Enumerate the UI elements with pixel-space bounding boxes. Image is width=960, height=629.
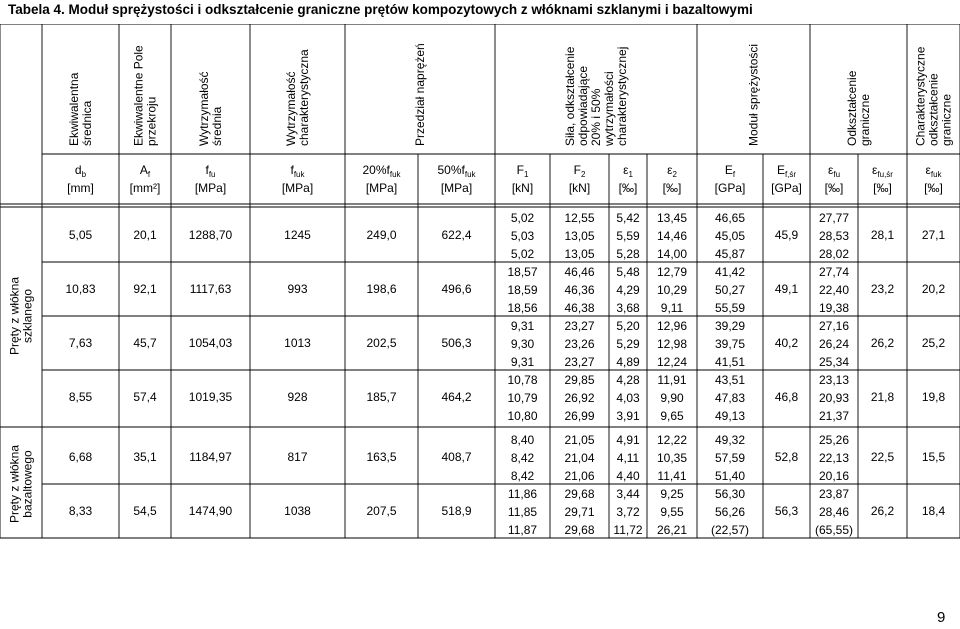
cell-test-value: 13,45 [656,211,688,225]
cell-af: 35,1 [133,450,157,464]
cell-af: 57,4 [133,390,157,404]
cell-test-value: 50,27 [714,283,746,297]
cell-test-value: 25,26 [818,433,850,447]
cell-test-value: 8,42 [510,451,535,465]
column-header: przekroju [144,96,159,146]
column-unit: [‰] [662,181,682,195]
column-header: średnica [80,100,94,146]
column-unit: [‰] [618,181,638,195]
cell-test-value: 4,03 [616,391,640,405]
symbol-subscript: fuk [464,170,476,179]
cell-db: 10,83 [65,282,96,296]
symbol-main: 20%f [362,163,390,177]
group-label: szklanego [20,288,35,344]
cell-test-value: 9,25 [660,487,684,501]
cell-efuk: 18,4 [921,504,946,518]
symbol-subscript: fuk [930,170,942,179]
cell-test-value: 23,87 [818,487,850,501]
symbol-subscript: fu [208,170,216,179]
cell-test-value: 29,68 [564,487,595,501]
cell-p50: 496,6 [441,282,472,296]
symbol-main: ε [925,163,931,177]
column-unit: [‰] [873,181,892,195]
cell-test-value: 11,85 [507,505,538,519]
column-symbol [517,163,529,179]
cell-db: 8,55 [68,390,93,404]
cell-p50: 408,7 [441,450,472,464]
column-header: Wytrzymałość [284,71,298,146]
column-header: średnia [210,106,224,146]
symbol-main: ε [827,163,834,177]
column-header: Wytrzymałość [197,71,211,146]
symbol-main: 50%f [437,163,465,177]
column-symbol [828,163,840,179]
cell-test-value: 9,90 [660,391,684,405]
symbol-main: E [776,163,785,177]
cell-test-value: 21,37 [818,409,850,423]
column-header: Odkształcenie [845,70,859,146]
cell-ffuk: 1245 [284,228,311,242]
cell-test-value: 12,24 [656,355,688,369]
cell-db: 8,33 [68,504,93,518]
cell-efuk: 15,5 [921,450,946,464]
cell-test-value: 10,79 [507,391,538,405]
cell-test-value: 22,13 [818,451,850,465]
cell-ffu: 1019,35 [188,390,233,404]
column-header: graniczne [858,93,872,146]
column-unit: [‰] [824,181,844,195]
cell-test-value: 9,11 [660,301,684,315]
cell-p50: 506,3 [441,336,472,350]
column-symbol [205,163,215,179]
cell-p20: 249,0 [366,228,397,242]
cell-test-value: 9,31 [510,355,535,369]
column-header: Moduł sprężystości [746,43,761,146]
column-symbol [290,163,305,179]
cell-efsr: 49,1 [774,282,799,296]
symbol-main: f [205,163,209,177]
symbol-main: ε [667,163,673,177]
cell-test-value: 4,29 [616,283,640,297]
column-header: Ekwiwalentne Pole [131,45,146,146]
cell-test-value: 4,11 [616,451,640,465]
column-symbol [437,163,476,179]
cell-test-value: 5,59 [616,229,640,243]
cell-p20: 202,5 [366,336,397,350]
cell-test-value: 4,40 [616,469,640,483]
cell-test-value: 3,72 [616,505,640,519]
column-symbol [925,163,942,179]
cell-db: 6,68 [68,450,93,464]
cell-db: 5,05 [68,228,93,242]
cell-efuk: 27,1 [921,228,946,242]
cell-test-value: 27,77 [818,211,850,225]
column-header: charakterystycznej [615,46,629,146]
symbol-subscript: f [147,170,151,179]
cell-test-value: 23,13 [818,373,850,387]
cell-test-value: 11,87 [507,523,538,537]
column-unit: [kN] [568,181,591,195]
cell-af: 92,1 [133,282,157,296]
cell-af: 45,7 [133,336,157,350]
cell-ffu: 1184,97 [189,450,232,464]
cell-test-value: 56,26 [714,505,746,519]
cell-test-value: 29,68 [564,523,595,537]
cell-test-value: 23,27 [564,319,595,333]
cell-test-value: 41,42 [714,265,746,279]
column-symbol [140,163,151,179]
cell-test-value: 5,29 [616,337,640,351]
cell-test-value: 29,71 [564,505,595,519]
symbol-subscript: fu [833,170,841,179]
cell-af: 20,1 [133,228,157,242]
cell-test-value: 5,20 [616,319,640,333]
cell-ffuk: 817 [287,450,308,464]
symbol-subscript: 1 [523,170,529,179]
cell-test-value: 9,65 [660,409,684,423]
cell-test-value: 5,03 [510,229,535,243]
group-label: Pręty z włókna [7,444,22,524]
cell-efusr: 21,8 [870,390,895,404]
column-header: charakterystyczna [297,49,311,146]
symbol-subscript: f,śr [784,170,797,179]
cell-p20: 163,5 [366,450,397,464]
cell-p50: 622,4 [441,228,472,242]
cell-test-value: 46,36 [564,283,595,297]
cell-test-value: 20,16 [818,469,850,483]
cell-test-value: 26,99 [564,409,595,423]
cell-test-value: 49,32 [714,433,746,447]
cell-test-value: 11,72 [613,523,643,537]
symbol-main: A [139,163,148,177]
column-header: Przedział naprężeń [413,43,427,146]
cell-test-value: 18,56 [507,301,538,315]
cell-test-value: 12,55 [564,211,595,225]
column-header: 20% i 50% [589,88,603,146]
symbol-main: F [516,163,524,177]
cell-test-value: 5,48 [616,265,640,279]
symbol-subscript: fu,śr [877,170,893,179]
cell-test-value: 46,38 [564,301,595,315]
cell-test-value: 11,41 [657,469,687,483]
group-label: bazaltowego [20,450,35,518]
cell-test-value: 22,40 [818,283,850,297]
column-symbol [725,163,736,179]
cell-test-value: 28,46 [818,505,850,519]
cell-test-value: 12,22 [656,433,688,447]
cell-efuk: 25,2 [921,336,946,350]
symbol-main: ε [872,163,878,177]
cell-test-value: 19,38 [818,301,850,315]
cell-ffuk: 993 [287,282,308,296]
cell-test-value: 12,96 [656,319,688,333]
cell-ffu: 1054,03 [188,336,233,350]
cell-test-value: 45,87 [714,247,746,261]
symbol-main: f [290,163,294,177]
cell-efsr: 56,3 [774,504,799,518]
cell-test-value: (65,55) [814,523,854,537]
column-unit: [kN] [511,181,534,195]
cell-af: 54,5 [133,504,157,518]
cell-test-value: 12,79 [656,265,688,279]
cell-test-value: 55,59 [714,301,746,315]
column-header: graniczne [939,93,954,146]
symbol-subscript: 1 [628,170,633,179]
column-unit: [‰] [924,181,943,195]
column-unit: [GPa] [714,181,746,195]
column-symbol [75,163,87,179]
cell-test-value: 26,92 [564,391,595,405]
symbol-main: d [74,163,82,177]
column-symbol [623,163,633,179]
cell-test-value: 9,31 [510,319,535,333]
column-symbol [872,163,893,179]
cell-test-value: 21,04 [564,451,595,465]
cell-test-value: 57,59 [714,451,746,465]
cell-test-value: 10,35 [656,451,688,465]
column-unit: [mm²] [129,181,161,195]
cell-p20: 198,6 [366,282,397,296]
column-unit: [MPa] [281,181,314,195]
cell-efusr: 23,2 [870,282,895,296]
cell-test-value: 10,78 [507,373,538,387]
column-unit: [MPa] [440,181,473,195]
cell-test-value: 5,28 [616,247,640,261]
cell-test-value: 41,51 [714,355,746,369]
cell-test-value: 14,46 [656,229,688,243]
cell-efusr: 26,2 [870,504,895,518]
column-symbol [667,163,677,179]
cell-test-value: 4,89 [616,355,640,369]
cell-efusr: 22,5 [870,450,895,464]
cell-p20: 185,7 [366,390,397,404]
page-number: 9 [937,609,946,626]
cell-test-value: 9,55 [660,505,684,519]
symbol-main: E [724,163,733,177]
column-header: odkształcenie [926,73,941,146]
group-label: Pręty z włókna [7,276,22,356]
cell-p50: 464,2 [441,390,472,404]
symbol-subscript: fuk [293,170,305,179]
cell-test-value: 21,06 [564,469,595,483]
cell-efsr: 46,8 [774,390,799,404]
cell-ffuk: 1013 [284,336,311,350]
cell-test-value: 10,80 [507,409,538,423]
cell-test-value: 56,30 [714,487,746,501]
column-header: Siła, odkształcenie [563,46,577,146]
symbol-main: F [573,163,581,177]
symbol-subscript: 2 [672,170,677,179]
cell-test-value: 29,85 [564,373,595,387]
cell-test-value: (22,57) [710,523,750,537]
column-header: Ekwiwalentna [67,72,81,146]
cell-test-value: 49,13 [714,409,746,423]
cell-test-value: 46,65 [714,211,746,225]
cell-test-value: 21,05 [564,433,595,447]
column-symbol [574,163,586,179]
cell-test-value: 3,91 [616,409,640,423]
symbol-main: ε [623,163,629,177]
cell-efsr: 52,8 [774,450,799,464]
cell-test-value: 18,59 [507,283,538,297]
cell-ffuk: 928 [287,390,308,404]
cell-efusr: 28,1 [870,228,895,242]
cell-test-value: 27,16 [818,319,850,333]
cell-test-value: 26,21 [656,523,688,537]
column-header: odpowiadające [576,65,590,146]
cell-db: 7,63 [68,336,93,350]
column-unit: [MPa] [365,181,398,195]
cell-efusr: 26,2 [870,336,895,350]
cell-test-value: 13,05 [564,229,595,243]
cell-ffu: 1474,90 [188,504,233,518]
cell-test-value: 28,02 [818,247,850,261]
cell-test-value: 11,91 [657,373,687,387]
column-unit: [GPa] [771,181,802,195]
symbol-subscript: b [81,170,87,179]
cell-p20: 207,5 [366,504,397,518]
cell-test-value: 4,28 [616,373,640,387]
cell-ffu: 1288,70 [188,228,233,242]
cell-test-value: 9,30 [510,337,535,351]
cell-test-value: 26,24 [818,337,850,351]
table-caption: Tabela 4. Moduł sprężystości i odkształcenie graniczne prętów kompozytowych z włóknami szklanymi i bazaltowymi [8,2,753,17]
cell-test-value: 51,40 [714,469,746,483]
cell-test-value: 20,93 [818,391,850,405]
cell-test-value: 47,83 [714,391,746,405]
cell-test-value: 28,53 [818,229,850,243]
cell-test-value: 3,68 [616,301,640,315]
cell-ffu: 1117,63 [189,282,232,296]
cell-test-value: 4,91 [616,433,640,447]
column-symbol [777,163,796,179]
cell-test-value: 23,26 [564,337,595,351]
cell-test-value: 8,42 [510,469,535,483]
cell-test-value: 12,98 [656,337,688,351]
cell-test-value: 13,05 [564,247,595,261]
cell-test-value: 3,44 [616,487,640,501]
cell-test-value: 10,29 [656,283,688,297]
cell-test-value: 46,46 [564,265,595,279]
cell-test-value: 23,27 [564,355,595,369]
symbol-subscript: fuk [389,170,401,179]
column-symbol [362,163,401,179]
cell-test-value: 11,86 [507,487,538,501]
symbol-subscript: 2 [580,170,586,179]
cell-efsr: 45,9 [774,228,799,242]
symbol-subscript: f [732,170,736,179]
cell-test-value: 27,74 [818,265,850,279]
cell-test-value: 5,02 [510,247,535,261]
cell-test-value: 5,02 [510,211,535,225]
cell-test-value: 43,51 [714,373,746,387]
cell-test-value: 25,34 [818,355,850,369]
cell-test-value: 39,29 [714,319,746,333]
cell-efuk: 20,2 [921,282,946,296]
cell-test-value: 18,57 [507,265,538,279]
cell-test-value: 8,40 [510,433,535,447]
cell-p50: 518,9 [441,504,472,518]
column-header: Charakterystyczne [913,46,928,146]
cell-test-value: 39,75 [714,337,746,351]
cell-efsr: 40,2 [774,336,799,350]
column-unit: [MPa] [194,181,227,195]
cell-test-value: 5,42 [616,211,640,225]
cell-test-value: 14,00 [656,247,688,261]
elasticity-table [0,24,960,544]
cell-test-value: 45,05 [714,229,746,243]
column-unit: [mm] [67,181,94,195]
cell-efuk: 19,8 [921,390,946,404]
column-header: wytrzymałości [602,71,616,146]
cell-ffuk: 1038 [284,504,311,518]
